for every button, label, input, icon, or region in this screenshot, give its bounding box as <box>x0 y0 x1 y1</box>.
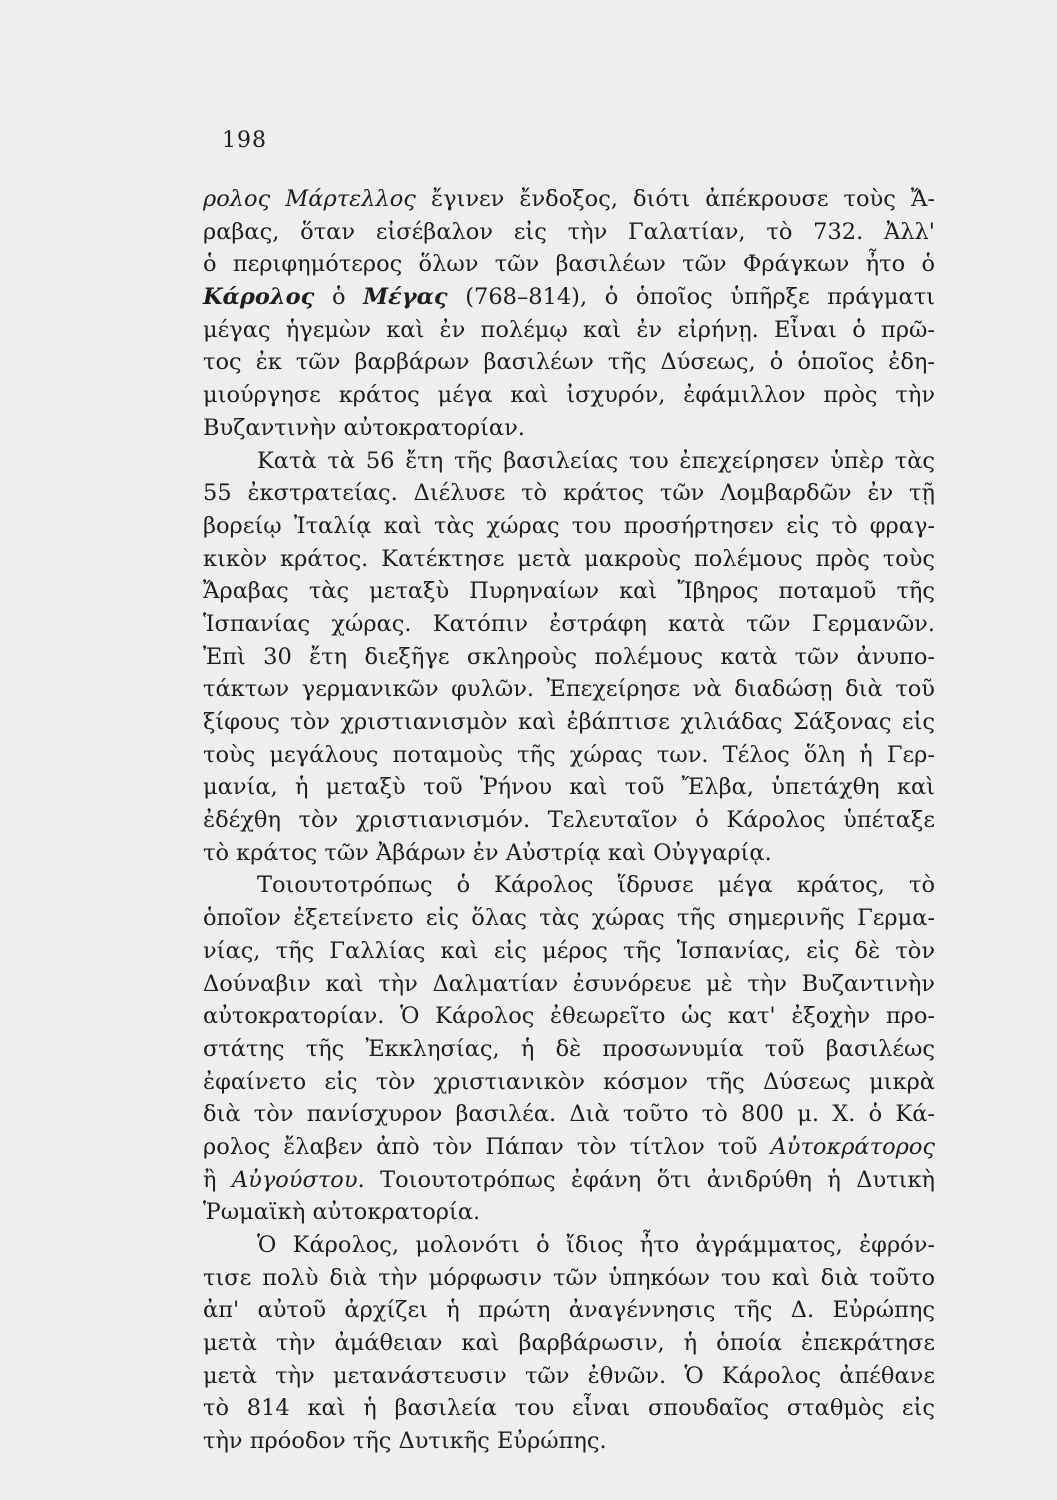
page-number: 198 <box>222 128 267 153</box>
text-segment: (768–814), ὁ ὁποῖος ὑπῆρξε πράγματι <box>447 284 935 311</box>
text-segment: τισε πολὺ διὰ τὴν μόρφωσιν τῶν ὑπηκόων του καὶ διὰ τοῦτο <box>203 1264 935 1291</box>
text-line <box>203 968 935 1001</box>
text-line <box>203 869 935 902</box>
text-line <box>203 641 935 674</box>
text-segment: 55 ἐκστρατείας. Διέλυσε τὸ κράτος τῶν Λομβαρδῶν ἐν τῇ <box>203 480 935 507</box>
text-line <box>203 771 935 804</box>
text-line <box>203 608 935 641</box>
text-line <box>203 837 935 870</box>
text-line <box>203 543 935 576</box>
text-line <box>203 1229 935 1262</box>
text-segment: ἐφαίνετο εἰς τὸν χριστιανικὸν κόσμον τῆς Δύσεως μικρὰ <box>203 1068 935 1095</box>
text-segment: μετὰ τὴν μετανάστευσιν τῶν ἐθνῶν. Ὁ Κάρολος ἀπέθανε <box>203 1362 935 1389</box>
text-segment: τοὺς μεγάλους ποταμοὺς τῆς χώρας των. Τέλος ὅλη ἡ Γερ- <box>203 741 935 768</box>
text-line <box>203 248 935 281</box>
text-line <box>203 510 935 543</box>
text-line <box>203 1066 935 1099</box>
text-line <box>203 1360 935 1393</box>
text-segment: Ἄραβας τὰς μεταξὺ Πυρηναίων καὶ Ἴβηρος ποταμοῦ τῆς <box>203 578 935 605</box>
text-segment: ἔγινεν ἔνδοξος, διότι ἀπέκρουσε τοὺς Ἄ- <box>415 186 936 212</box>
text-line <box>203 445 935 478</box>
text-line <box>203 346 935 379</box>
text-segment: ὁποῖον ἐξετείνετο εἰς ὅλας τὰς χώρας τῆς σημερινῆς Γερμα- <box>203 905 935 932</box>
text-line <box>203 706 935 739</box>
body-text <box>203 183 935 1458</box>
text-segment: μέγας ἡγεμὼν καὶ ἐν πολέμῳ καὶ ἐν εἰρήνῃ. Εἶναι ὁ πρῶ- <box>203 316 935 343</box>
text-line <box>203 902 935 935</box>
text-line <box>203 575 935 608</box>
text-segment: Ἱσπανίας χώρας. Κατόπιν ἐστράφη κατὰ τῶν Γερμανῶν. <box>203 610 935 637</box>
text-line <box>203 1098 935 1131</box>
text-segment: Ὁ Κάρολος, μολονότι ὁ ἴδιος ἦτο ἀγράμματος, ἐφρόν- <box>257 1232 935 1258</box>
text-segment: ξίφους τὸν χριστιανισμὸν καὶ ἐβάπτισε χιλιάδας Σάξονας εἰς <box>203 709 935 735</box>
text-line <box>203 477 935 510</box>
text-line <box>203 379 935 412</box>
text-line <box>203 1000 935 1033</box>
text-line <box>203 1033 935 1066</box>
text-segment: ραβας, ὅταν εἰσέβαλον εἰς τὴν Γαλατίαν, τὸ 732. Ἀλλ' <box>203 218 935 245</box>
text-segment: τὸ κράτος τῶν Ἀβάρων ἐν Αὐστρίᾳ καὶ Οὐγγαρίᾳ. <box>203 839 772 866</box>
text-segment: ὁ περιφημότερος ὅλων τῶν βασιλέων τῶν Φράγκων ἦτο ὁ <box>203 251 935 278</box>
text-line <box>203 314 935 347</box>
text-segment: ἀπ' αὐτοῦ ἀρχίζει ἡ πρώτη ἀναγέννησις τῆς Δ. Εὐρώπης <box>203 1297 935 1324</box>
text-line <box>203 1425 935 1458</box>
text-segment: Δούναβιν καὶ τὴν Δαλματίαν ἐσυνόρευε μὲ τὴν Βυζαντινὴν <box>203 970 935 997</box>
text-segment: νίας, τῆς Γαλλίας καὶ εἰς μέρος τῆς Ἱσπανίας, εἰς δὲ τὸν <box>203 937 935 964</box>
text-line <box>203 1294 935 1327</box>
text-line <box>203 1392 935 1425</box>
text-segment: μετὰ τὴν ἀμάθειαν καὶ βαρβάρωσιν, ἡ ὁποία ἐπεκράτησε <box>203 1330 935 1357</box>
text-line <box>203 1164 935 1197</box>
text-segment: στάτης τῆς Ἐκκλησίας, ἡ δὲ προσωνυμία τοῦ βασιλέως <box>203 1035 935 1062</box>
text-segment: τος ἐκ τῶν βαρβάρων βασιλέων τῆς Δύσεως, ὁ ὁποῖος ἐδη- <box>203 349 935 376</box>
text-segment: Τοιουτοτρόπως ὁ Κάρολος ἵδρυσε μέγα κράτος, τὸ <box>257 872 935 899</box>
text-line <box>203 1262 935 1295</box>
text-line <box>203 935 935 968</box>
text-segment: τάκτων γερμανικῶν φυλῶν. Ἐπεχείρησε νὰ διαδώσῃ διὰ τοῦ <box>203 676 935 703</box>
text-segment: τὸ 814 καὶ ἡ βασιλεία του εἶναι σπουδαῖος σταθμὸς εἰς <box>203 1395 935 1422</box>
text-line <box>203 216 935 249</box>
text-line <box>203 673 935 706</box>
emphasized-text: Αὐτοκράτορος <box>770 1133 935 1160</box>
text-line <box>203 739 935 772</box>
text-segment: κικὸν κράτος. Κατέκτησε μετὰ μακροὺς πολέμους πρὸς τοὺς <box>203 545 935 572</box>
text-segment: ἐδέχθη τὸν χριστιανισμόν. Τελευταῖον ὁ Κάρολος ὑπέταξε <box>203 807 935 834</box>
text-line <box>203 412 935 445</box>
emphasized-text: ρολος Μάρτελλος <box>203 186 416 212</box>
emphasized-text: Κάρολος <box>203 284 315 311</box>
emphasized-text: Μέγας <box>363 284 448 311</box>
text-segment: ρολος ἔλαβεν ἀπὸ τὸν Πάπαν τὸν τίτλον τοῦ <box>203 1133 771 1160</box>
text-segment: Βυζαντινὴν αὐτοκρατορίαν. <box>203 414 525 441</box>
text-segment: μιούργησε κράτος μέγα καὶ ἰσχυρόν, ἐφάμιλλον πρὸς τὴν <box>203 382 935 409</box>
text-segment: . Τοιουτοτρόπως ἐφάνη ὅτι ἀνιδρύθη ἡ Δυτικὴ <box>357 1166 935 1193</box>
text-line <box>203 1131 935 1164</box>
text-segment: βορείῳ Ἰταλίᾳ καὶ τὰς χώρας του προσήρτησεν εἰς τὸ φραγ- <box>203 512 935 539</box>
text-segment: αὐτοκρατορίαν. Ὁ Κάρολος ἐθεωρεῖτο ὡς κατ' ἐξοχὴν προ- <box>203 1003 935 1030</box>
text-line <box>203 1327 935 1360</box>
text-segment: διὰ τὸν πανίσχυρον βασιλέα. Διὰ τοῦτο τὸ 800 μ. Χ. ὁ Κά- <box>203 1101 935 1128</box>
text-line <box>203 183 935 216</box>
text-segment: τὴν πρόοδον τῆς Δυτικῆς Εὐρώπης. <box>203 1428 607 1455</box>
text-segment: Ῥωμαϊκὴ αὐτοκρατορία. <box>203 1199 481 1226</box>
text-segment: μανία, ἡ μεταξὺ τοῦ Ῥήνου καὶ τοῦ Ἔλβα, ὑπετάχθη καὶ <box>203 774 935 801</box>
text-line <box>203 281 935 314</box>
text-segment: Κατὰ τὰ 56 ἔτη τῆς βασιλείας του ἐπεχείρησεν ὑπὲρ τὰς <box>257 447 935 474</box>
emphasized-text: Αὐγούστου <box>231 1166 358 1193</box>
text-line <box>203 804 935 837</box>
text-segment: ἢ <box>203 1166 232 1193</box>
text-segment: Ἐπὶ 30 ἔτη διεξῆγε σκληροὺς πολέμους κατὰ τῶν ἀνυπο- <box>203 643 935 670</box>
text-segment: ὁ <box>314 284 364 311</box>
text-line <box>203 1196 935 1229</box>
